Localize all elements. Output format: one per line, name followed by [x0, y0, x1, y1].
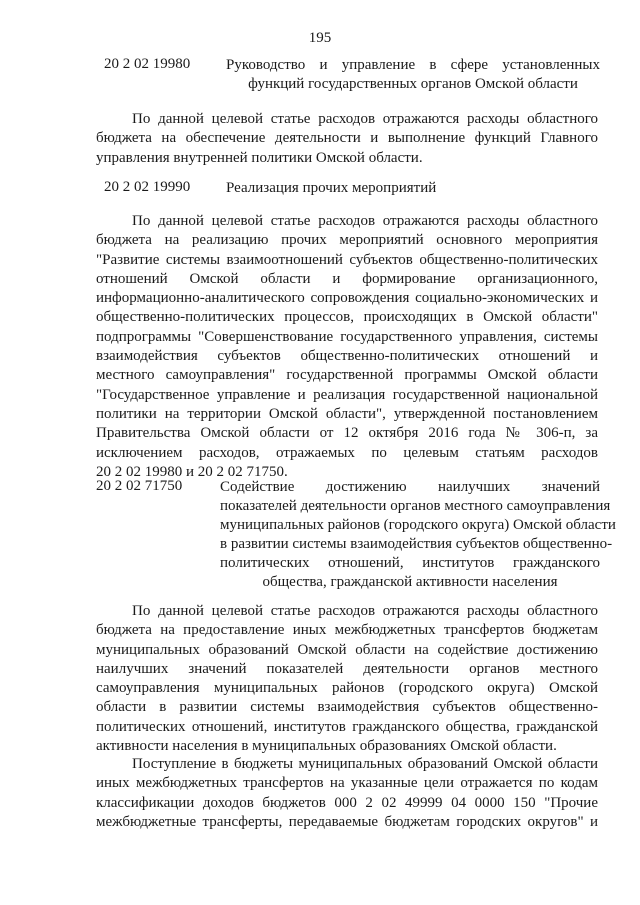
paragraph-line: управления внутренней политики Омской области. [96, 149, 423, 166]
paragraph-line: взаимодействия субъектов общественно-политических отношений и [96, 348, 598, 365]
section-title-line: общества, гражданской активности населения [262, 574, 558, 590]
paragraph-line: информационно-аналитического сопровождения социально-экономических и [96, 290, 598, 307]
page-number: 195 [308, 30, 332, 46]
section-paragraph [96, 110, 598, 168]
paragraph-line: подпрограммы "Совершенствование государственного управления, системы [96, 328, 598, 345]
paragraph-line: наилучших значений показателей деятельности органов местного [96, 660, 598, 677]
section-title-line: политических отношений, институтов гражданского [220, 555, 600, 571]
section-title [220, 478, 616, 592]
section-title-line: показателей деятельности органов местного самоуправления [220, 498, 611, 514]
paragraph-line: общественно-политических процессов, происходящих в Омской области" [96, 309, 598, 326]
section-paragraph [96, 212, 598, 482]
paragraph-line: иных межбюджетных трансфертов на указанные цели отражается по кодам [96, 775, 598, 792]
section-title-line: функций государственных органов Омской области [248, 76, 578, 92]
paragraph-line: По данной целевой статье расходов отражаются расходы областного [132, 111, 598, 127]
section-paragraph [96, 602, 598, 756]
paragraph-line: отношений Омской области и формирование организационного, [96, 270, 598, 287]
section-title-line: муниципальных районов (городского округа) Омской области [220, 517, 616, 533]
section-title-line: Содействие достижению наилучших значений [220, 479, 600, 495]
paragraph-line: самоуправления муниципальных районов (городского округа) Омской [96, 680, 598, 697]
paragraph-line: межбюджетные трансферты, передаваемые бюджетам городских округов" и [96, 813, 598, 830]
paragraph-line: бюджета на обеспечение деятельности и выполнение функций Главного [96, 130, 598, 147]
paragraph-line: бюджета на предоставление иных межбюджетных трансфертов бюджетам [96, 622, 598, 639]
section-paragraph [96, 755, 598, 832]
paragraph-line: "Государственное управление и реализация государственной национальной [96, 386, 598, 403]
paragraph-line: активности населения в муниципальных образованиях Омской области. [96, 738, 557, 755]
section-title [226, 56, 600, 94]
paragraph-line: политических отношений, институтов гражданского общества, гражданской [96, 718, 598, 735]
paragraph-line: бюджета на реализацию прочих мероприятий основного мероприятия [96, 232, 598, 249]
paragraph-line: Поступление в бюджеты муниципальных образований Омской области [132, 756, 598, 772]
section-title [226, 179, 600, 198]
paragraph-line: По данной целевой статье расходов отражаются расходы областного [132, 213, 598, 229]
paragraph-line: Правительства Омской области от 12 октября 2016 года № 306-п, за [96, 425, 598, 442]
paragraph-line: политики на территории Омской области", утвержденной постановлением [96, 405, 598, 422]
section-code: 20 2 02 19980 [104, 56, 191, 72]
paragraph-line: исключением расходов, отражаемых по целевым статьям расходов [96, 444, 598, 461]
section-title-line: в развитии системы взаимодействия субъектов общественно- [220, 536, 613, 552]
section-code: 20 2 02 71750 [96, 478, 183, 494]
paragraph-line: 20 2 02 19980 и 20 2 02 71750. [96, 463, 288, 480]
paragraph-line: "Развитие системы взаимоотношений субъектов общественно-политических [96, 251, 598, 268]
section-code: 20 2 02 19990 [104, 179, 191, 195]
paragraph-line: области в развитии системы взаимодействия субъектов общественно- [96, 699, 598, 716]
section-title-line: Руководство и управление в сфере установленных [226, 57, 600, 73]
paragraph-line: По данной целевой статье расходов отражаются расходы областного [132, 603, 598, 619]
paragraph-line: классификации доходов бюджетов 000 2 02 49999 04 0000 150 "Прочие [96, 794, 598, 811]
section-title-line: Реализация прочих мероприятий [226, 180, 437, 196]
paragraph-line: муниципальных образований Омской области на содействие достижению [96, 641, 598, 658]
paragraph-line: местного самоуправления" государственной программы Омской области [96, 367, 598, 384]
